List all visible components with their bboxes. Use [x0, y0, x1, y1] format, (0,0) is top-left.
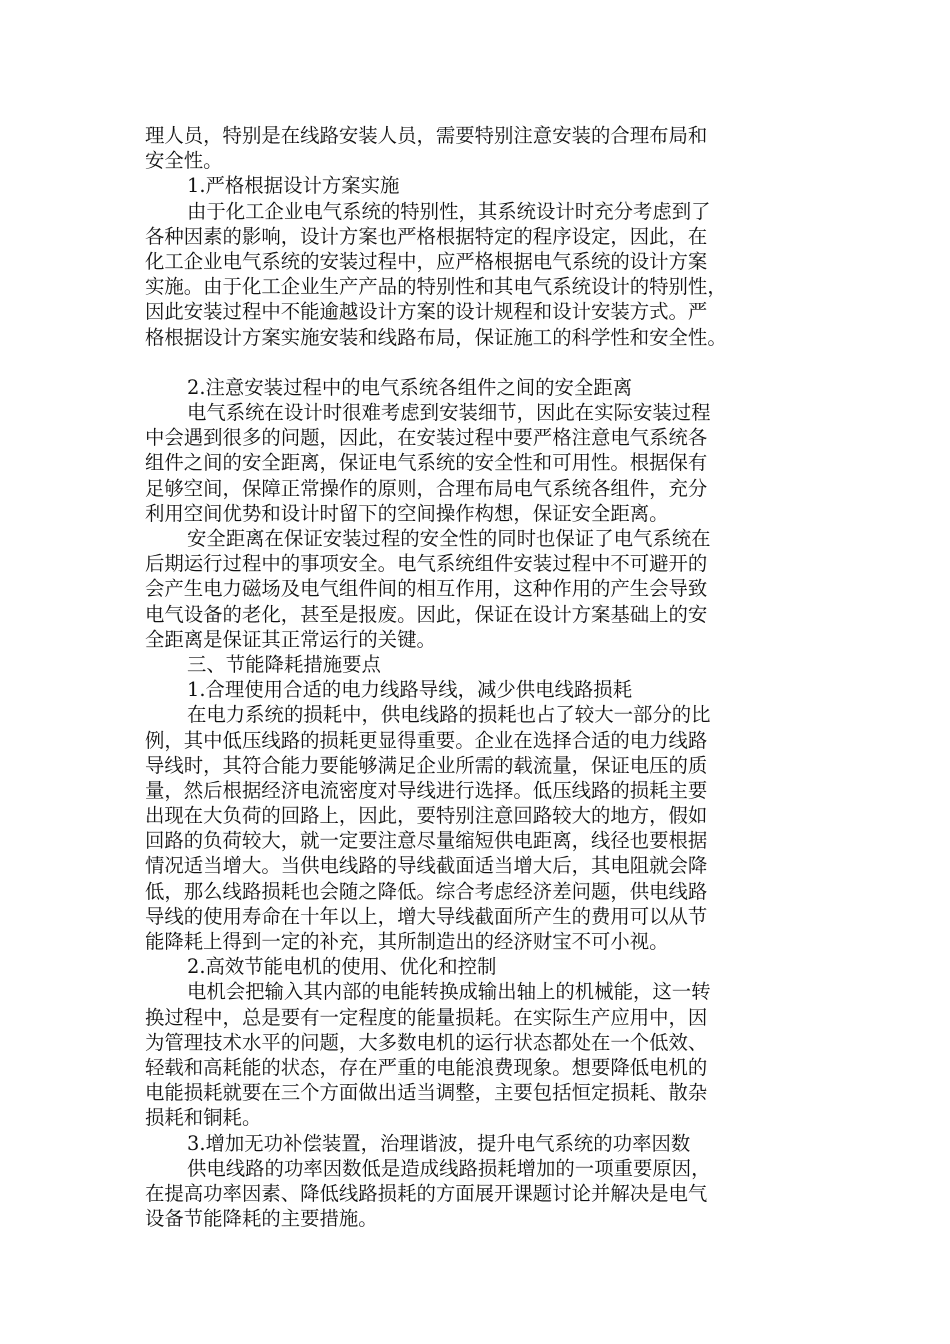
document-page: [145, 123, 805, 1231]
paragraph-first-line: 3.增加无功补偿装置，治理谐波，提升电气系统的功率因数: [187, 1131, 691, 1155]
text-line: 全距离是保证其正常运行的关键。: [145, 627, 436, 651]
text-line: 安全性。: [145, 149, 223, 173]
paragraph-first-line: 2.高效节能电机的使用、优化和控制: [187, 955, 497, 979]
text-line: 量，然后根据经济电流密度对导线进行选择。低压线路的损耗主要: [145, 778, 708, 802]
text-line: 电气设备的老化，甚至是报废。因此，保证在设计方案基础上的安: [145, 602, 708, 626]
text-line: 情况适当增大。当供电线路的导线截面适当增大后，其电阻就会降: [145, 854, 708, 878]
paragraph-first-line: 安全距离在保证安装过程的安全性的同时也保证了电气系统在: [187, 527, 711, 550]
text-line: 出现在大负荷的回路上，因此，要特别注意回路较大的地方，假如: [145, 804, 708, 828]
paragraph-first-line: 2.注意安装过程中的电气系统各组件之间的安全距离: [187, 375, 633, 399]
text-line: 低，那么线路损耗也会随之降低。综合考虑经济差问题，供电线路: [145, 879, 708, 903]
text-line: 导线时，其符合能力要能够满足企业所需的载流量，保证电压的质: [145, 753, 708, 777]
paragraph-first-line: 由于化工企业电气系统的特别性，其系统设计时充分考虑到了: [187, 199, 711, 223]
paragraph-first-line: 三、节能降耗措施要点: [187, 652, 381, 676]
text-line: 轻载和高耗能的状态，存在严重的电能浪费现象。想要降低电机的: [145, 1055, 708, 1079]
text-line: 格根据设计方案实施安装和线路布局，保证施工的科学性和安全性。: [145, 325, 727, 349]
text-line: 足够空间，保障正常操作的原则，合理布局电气系统各组件，充分: [145, 476, 708, 500]
text-line: 实施。由于化工企业生产产品的特别性和其电气系统设计的特别性，: [145, 275, 727, 299]
text-line: 因此安装过程中不能逾越设计方案的设计规程和设计安装方式。严: [145, 300, 708, 324]
text-line: 回路的负荷较大，就一定要注意尽量缩短供电距离，线径也要根据: [145, 829, 708, 853]
paragraph-first-line: 在电力系统的损耗中，供电线路的损耗也占了较大一部分的比: [187, 703, 711, 727]
text-line: 各种因素的影响，设计方案也严格根据特定的程序设定，因此，在: [145, 224, 708, 248]
paragraph-first-line: 电机会把输入其内部的电能转换成输出轴上的机械能，这一转: [187, 980, 711, 1004]
blank-line: [145, 350, 805, 375]
text-line: 导线的使用寿命在十年以上，增大导线截面所产生的费用可以从节: [145, 904, 708, 928]
text-line: 组件之间的安全距离，保证电气系统的安全性和可用性。根据保有: [145, 451, 708, 475]
text-line: 为管理技术水平的问题，大多数电机的运行状态都处在一个低效、: [145, 1030, 708, 1054]
text-line: 会产生电力磁场及电气组件间的相互作用，这种作用的产生会导致: [145, 577, 708, 601]
text-line: 例，其中低压线路的损耗更显得重要。企业在选择合适的电力线路: [145, 728, 708, 752]
text-line: 理人员，特别是在线路安装人员，需要特别注意安装的合理布局和: [145, 124, 708, 147]
text-line: 利用空间优势和设计时留下的空间操作构想，保证安全距离。: [145, 501, 669, 525]
paragraph-first-line: 电气系统在设计时很难考虑到安装细节，因此在实际安装过程: [187, 401, 711, 425]
text-line: 中会遇到很多的问题，因此，在安装过程中要严格注意电气系统各: [145, 426, 708, 450]
text-line: 设备节能降耗的主要措施。: [145, 1207, 378, 1231]
text-line: 后期运行过程中的事项安全。电气系统组件安装过程中不可避开的: [145, 552, 708, 576]
text-line: 损耗和铜耗。: [145, 1106, 262, 1130]
text-line: 电能损耗就要在三个方面做出适当调整，主要包括恒定损耗、散杂: [145, 1081, 708, 1105]
paragraph-first-line: 1.合理使用合适的电力线路导线，减少供电线路损耗: [187, 678, 633, 702]
text-line: 能降耗上得到一定的补充，其所制造出的经济财宝不可小视。: [145, 930, 669, 953]
text-line: 换过程中，总是要有一定程度的能量损耗。在实际生产应用中，因: [145, 1005, 708, 1029]
paragraph-first-line: 1.严格根据设计方案实施: [187, 174, 400, 198]
text-line: 化工企业电气系统的安装过程中，应严格根据电气系统的设计方案: [145, 249, 708, 273]
text-line: 在提高功率因素、降低线路损耗的方面展开课题讨论并解决是电气: [145, 1181, 708, 1205]
paragraph-first-line: 供电线路的功率因数低是造成线路损耗增加的一项重要原因，: [187, 1156, 711, 1180]
